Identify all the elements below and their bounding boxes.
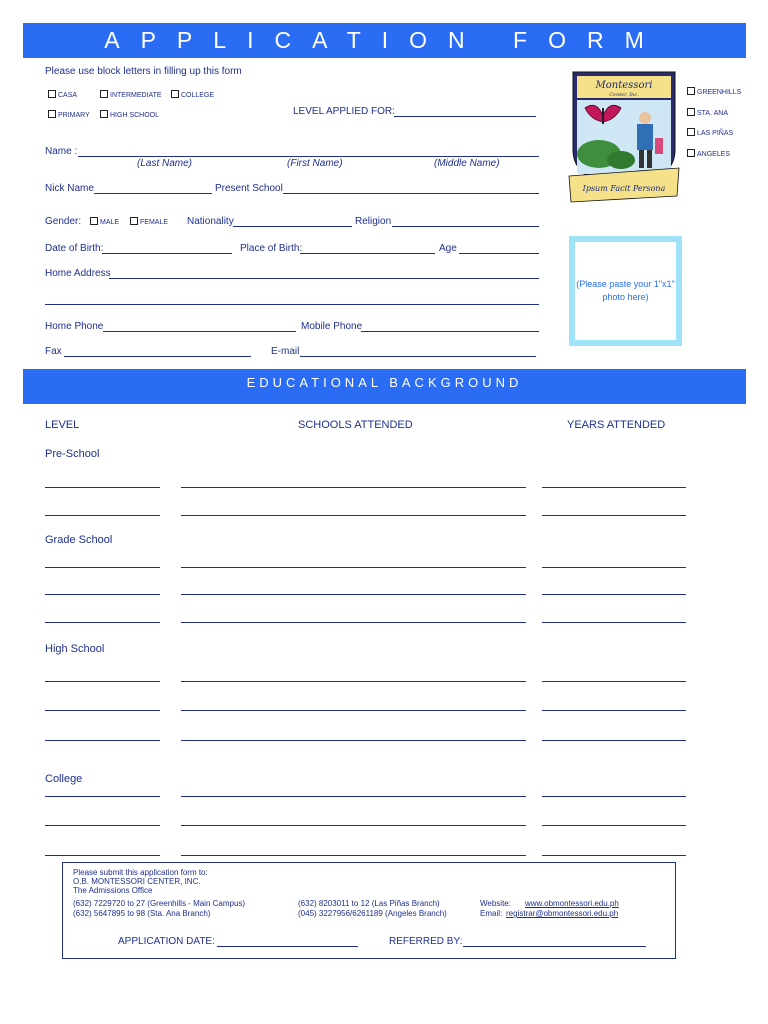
- referred-by-label: REFERRED BY:: [389, 936, 463, 947]
- level-applied-input[interactable]: [394, 116, 536, 117]
- email-label: E-mail: [271, 346, 300, 357]
- svg-text:Ipsum Facit Persona: Ipsum Facit Persona: [582, 184, 666, 193]
- checkbox-icon: [687, 87, 695, 95]
- footer-email-label: Email:: [480, 909, 503, 918]
- checkbox-male[interactable]: MALE: [90, 217, 119, 226]
- edu-level-input[interactable]: [45, 487, 160, 488]
- edu-level-input[interactable]: [45, 710, 160, 711]
- dob-label: Date of Birth:: [45, 243, 104, 254]
- referred-by-input[interactable]: [463, 946, 646, 947]
- photo-box[interactable]: [569, 236, 682, 346]
- edu-school-input[interactable]: [181, 594, 526, 595]
- checkbox-casa[interactable]: CASA: [48, 90, 77, 99]
- edu-level-input[interactable]: [45, 740, 160, 741]
- checkbox-college[interactable]: COLLEGE: [171, 90, 214, 99]
- col-schools-header: SCHOOLS ATTENDED: [298, 419, 413, 431]
- footer-phone-angeles: (045) 3227956/6261189 (Angeles Branch): [298, 909, 447, 918]
- checkbox-icon: [687, 108, 695, 116]
- home-address-label: Home Address: [45, 268, 111, 279]
- checkbox-high-school[interactable]: HIGH SCHOOL: [100, 110, 159, 119]
- checkbox-icon: [100, 90, 108, 98]
- edu-years-input[interactable]: [542, 622, 686, 623]
- first-name-hint: (First Name): [287, 158, 343, 169]
- edu-years-input[interactable]: [542, 855, 686, 856]
- home-address-input[interactable]: [109, 278, 539, 279]
- application-date-label: APPLICATION DATE:: [118, 936, 215, 947]
- footer-phone-greenhills: (632) 7229720 to 27 (Greenhills - Main Campus): [73, 899, 246, 908]
- checkbox-icon: [130, 217, 138, 225]
- checkbox-branch-angeles[interactable]: ANGELES: [687, 149, 730, 158]
- fax-input[interactable]: [64, 356, 251, 357]
- edu-school-input[interactable]: [181, 740, 526, 741]
- checkbox-intermediate[interactable]: INTERMEDIATE: [100, 90, 162, 99]
- application-date-input[interactable]: [217, 946, 358, 947]
- checkbox-icon: [90, 217, 98, 225]
- checkbox-icon: [48, 110, 56, 118]
- footer-phone-las-pinas: (632) 8203011 to 12 (Las Piñas Branch): [298, 899, 440, 908]
- gender-label: Gender:: [45, 216, 82, 227]
- checkbox-female[interactable]: FEMALE: [130, 217, 168, 226]
- footer-email-link[interactable]: registrar@obmontessori.edu.ph: [506, 909, 619, 918]
- checkbox-icon: [48, 90, 56, 98]
- footer-office: The Admissions Office: [73, 886, 153, 895]
- religion-label: Religion: [355, 216, 392, 227]
- photo-placeholder-text: (Please paste your 1"x1" photo here): [575, 242, 676, 340]
- edu-years-input[interactable]: [542, 594, 686, 595]
- edu-years-input[interactable]: [542, 796, 686, 797]
- nationality-label: Nationality: [187, 216, 234, 227]
- email-input[interactable]: [300, 356, 536, 357]
- last-name-hint: (Last Name): [137, 158, 193, 169]
- edu-banner: EDUCATIONAL BACKGROUND: [23, 369, 746, 404]
- pob-input[interactable]: [300, 253, 435, 254]
- present-school-input[interactable]: [283, 193, 539, 194]
- edu-school-input[interactable]: [181, 515, 526, 516]
- svg-text:Center, Inc.: Center, Inc.: [609, 92, 639, 98]
- checkbox-icon: [687, 149, 695, 157]
- checkbox-icon: [687, 128, 695, 136]
- pob-label: Place of Birth:: [240, 243, 303, 254]
- edu-years-input[interactable]: [542, 681, 686, 682]
- checkbox-primary[interactable]: PRIMARY: [48, 110, 90, 119]
- middle-name-hint: (Middle Name): [434, 158, 500, 169]
- section-high-school: High School: [45, 643, 105, 655]
- edu-level-input[interactable]: [45, 515, 160, 516]
- edu-level-input[interactable]: [45, 594, 160, 595]
- footer-org-name: O.B. MONTESSORI CENTER, INC.: [73, 877, 201, 886]
- fax-label: Fax: [45, 346, 62, 357]
- checkbox-icon: [171, 90, 179, 98]
- svg-text:Montessori: Montessori: [595, 80, 653, 91]
- footer-phone-sta-ana: (632) 5647895 to 98 (Sta. Ana Branch): [73, 909, 211, 918]
- dob-input[interactable]: [102, 253, 232, 254]
- edu-school-input[interactable]: [181, 710, 526, 711]
- checkbox-icon: [100, 110, 108, 118]
- footer-website-link[interactable]: www.obmontessori.edu.ph: [525, 899, 619, 908]
- checkbox-branch-sta-ana[interactable]: STA. ANA: [687, 108, 728, 117]
- section-grade-school: Grade School: [45, 534, 113, 546]
- checkbox-branch-las-pinas[interactable]: LAS PIÑAS: [687, 128, 733, 137]
- section-college: College: [45, 773, 83, 785]
- footer-submit-text: Please submit this application form to:: [73, 868, 208, 877]
- edu-school-input[interactable]: [181, 487, 526, 488]
- section-pre-school: Pre-School: [45, 448, 100, 460]
- edu-school-input[interactable]: [181, 681, 526, 682]
- edu-years-input[interactable]: [542, 567, 686, 568]
- edu-school-input[interactable]: [181, 567, 526, 568]
- name-input[interactable]: [78, 156, 539, 157]
- edu-level-input[interactable]: [45, 622, 160, 623]
- edu-years-input[interactable]: [542, 825, 686, 826]
- level-applied-label: LEVEL APPLIED FOR:: [293, 106, 395, 117]
- religion-input[interactable]: [392, 226, 539, 227]
- present-school-label: Present School: [215, 183, 283, 194]
- col-level-header: LEVEL: [45, 419, 80, 431]
- home-phone-label: Home Phone: [45, 321, 104, 332]
- mobile-phone-label: Mobile Phone: [301, 321, 363, 332]
- nick-name-label: Nick Name: [45, 183, 94, 194]
- checkbox-branch-greenhills[interactable]: GREENHILLS: [687, 87, 741, 96]
- edu-level-input[interactable]: [45, 567, 160, 568]
- edu-school-input[interactable]: [181, 622, 526, 623]
- edu-years-input[interactable]: [542, 740, 686, 741]
- home-phone-input[interactable]: [103, 331, 296, 332]
- instructions-text: Please use block letters in filling up this form: [45, 66, 242, 77]
- edu-level-input[interactable]: [45, 825, 160, 826]
- edu-years-input[interactable]: [542, 710, 686, 711]
- edu-years-input[interactable]: [542, 515, 686, 516]
- home-address-input-2[interactable]: [45, 304, 539, 305]
- age-input[interactable]: [459, 253, 539, 254]
- logo-crest-icon: [563, 68, 685, 206]
- edu-level-input[interactable]: [45, 796, 160, 797]
- footer-website-label: Website:: [480, 899, 511, 908]
- age-label: Age: [439, 243, 457, 254]
- edu-school-input[interactable]: [181, 855, 526, 856]
- nationality-input[interactable]: [233, 226, 352, 227]
- edu-level-input[interactable]: [45, 855, 160, 856]
- edu-level-input[interactable]: [45, 681, 160, 682]
- nick-name-input[interactable]: [94, 193, 212, 194]
- edu-school-input[interactable]: [181, 796, 526, 797]
- edu-years-input[interactable]: [542, 487, 686, 488]
- edu-school-input[interactable]: [181, 825, 526, 826]
- name-label: Name :: [45, 146, 78, 157]
- school-logo: [563, 68, 685, 206]
- mobile-phone-input[interactable]: [361, 331, 539, 332]
- col-years-header: YEARS ATTENDED: [567, 419, 666, 431]
- form-title: APPLICATION FORM: [23, 23, 746, 58]
